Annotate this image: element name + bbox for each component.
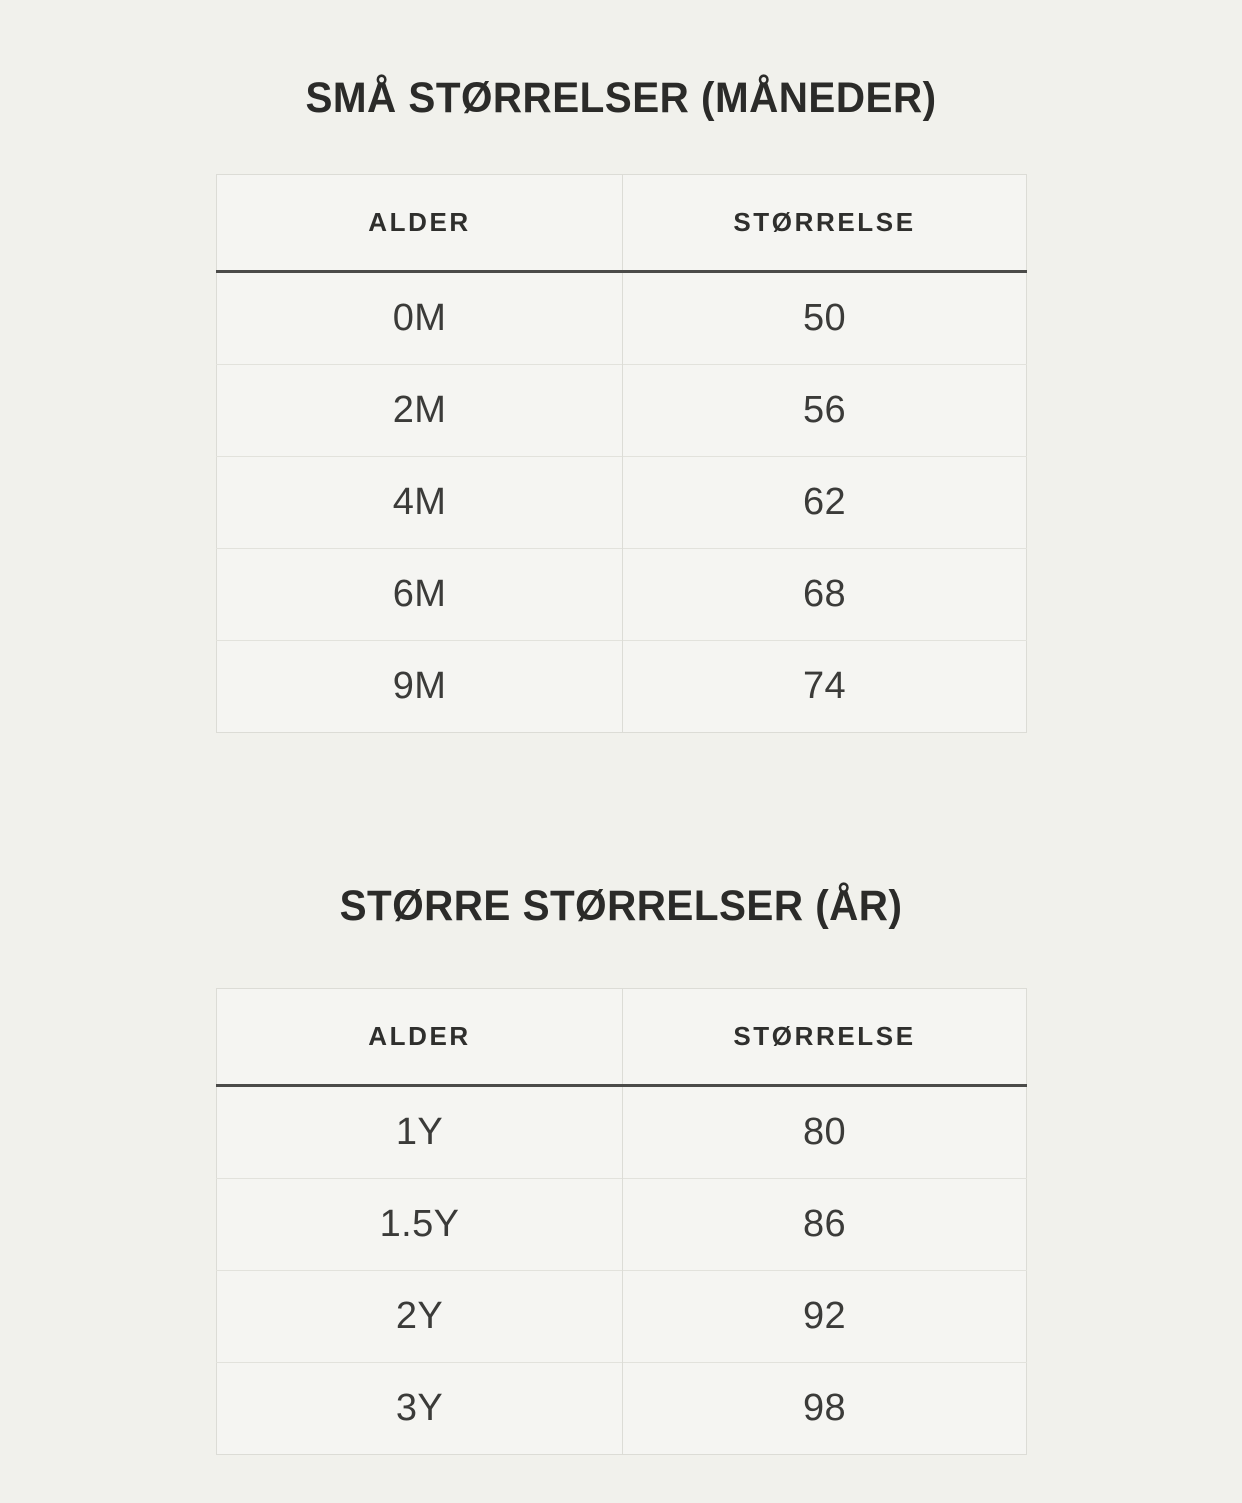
table-row <box>217 1179 1027 1271</box>
cell-size: 98 <box>623 1363 1027 1455</box>
cell-age: 9M <box>217 641 623 733</box>
column-header-age: ALDER <box>217 989 623 1086</box>
cell-size: 50 <box>623 272 1027 365</box>
cell-age: 6M <box>217 549 623 641</box>
table-row <box>217 641 1027 733</box>
cell-age: 1Y <box>217 1086 623 1179</box>
size-table-years <box>216 988 1027 1455</box>
table-body-months <box>217 272 1027 733</box>
cell-size: 92 <box>623 1271 1027 1363</box>
table-header-row <box>217 175 1027 272</box>
cell-size: 62 <box>623 457 1027 549</box>
table-header-row <box>217 989 1027 1086</box>
cell-size: 86 <box>623 1179 1027 1271</box>
cell-age: 2M <box>217 365 623 457</box>
table-row <box>217 1086 1027 1179</box>
cell-age: 2Y <box>217 1271 623 1363</box>
table-row <box>217 1363 1027 1455</box>
cell-size: 68 <box>623 549 1027 641</box>
cell-size: 80 <box>623 1086 1027 1179</box>
table-body-years <box>217 1086 1027 1455</box>
table-row <box>217 549 1027 641</box>
size-section-years <box>0 790 1242 1455</box>
cell-age: 4M <box>217 457 623 549</box>
section-title-years: STØRRE STØRRELSER (ÅR) <box>339 882 903 930</box>
size-section-months <box>0 0 1242 733</box>
cell-size: 74 <box>623 641 1027 733</box>
column-header-age: ALDER <box>217 175 623 272</box>
table-row <box>217 365 1027 457</box>
size-table-wrapper-years <box>216 988 1026 1455</box>
cell-age: 1.5Y <box>217 1179 623 1271</box>
cell-size: 56 <box>623 365 1027 457</box>
table-row <box>217 272 1027 365</box>
table-row <box>217 457 1027 549</box>
section-title-months: SMÅ STØRRELSER (MÅNEDER) <box>305 74 937 122</box>
cell-age: 0M <box>217 272 623 365</box>
size-table-months <box>216 174 1027 733</box>
cell-age: 3Y <box>217 1363 623 1455</box>
column-header-size: STØRRELSE <box>623 175 1027 272</box>
size-table-wrapper-months <box>216 174 1026 733</box>
table-header-months <box>217 175 1027 272</box>
column-header-size: STØRRELSE <box>623 989 1027 1086</box>
table-row <box>217 1271 1027 1363</box>
table-header-years <box>217 989 1027 1086</box>
